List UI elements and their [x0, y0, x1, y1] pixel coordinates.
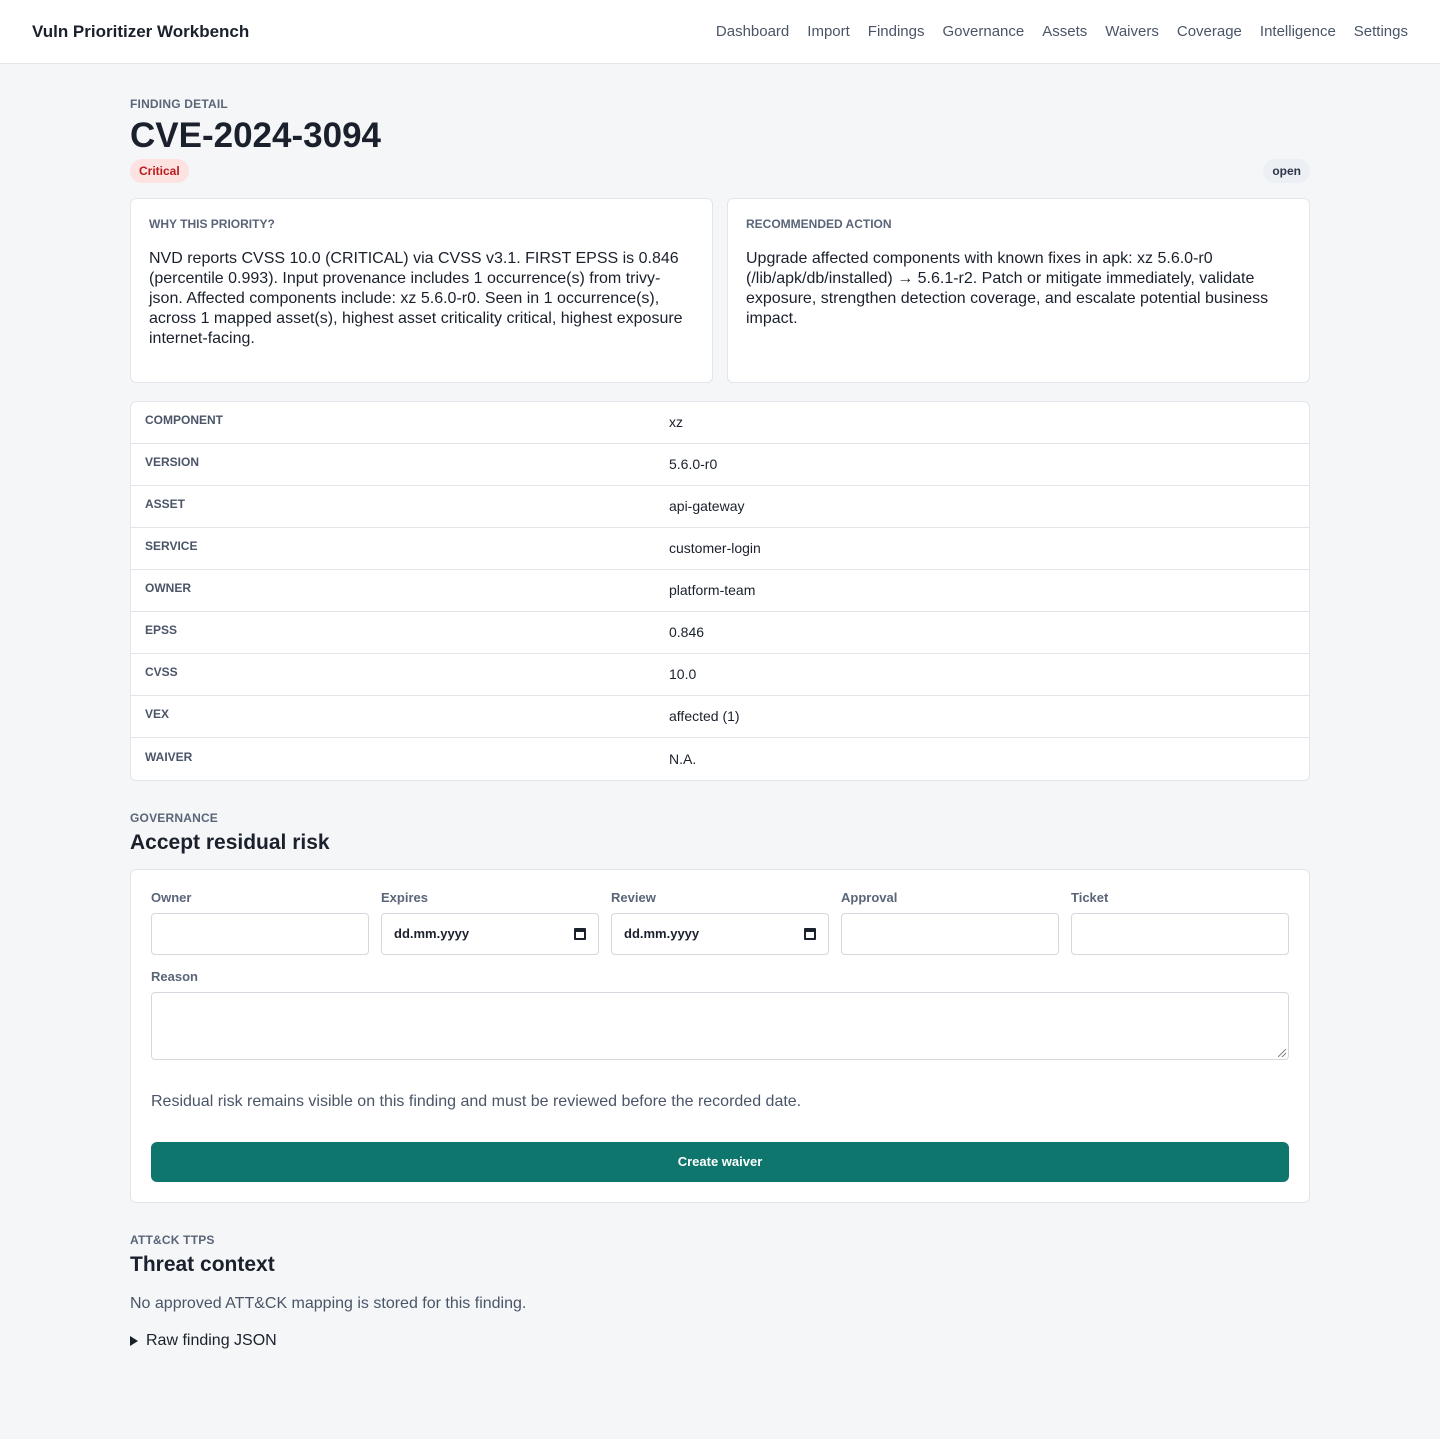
- reason-label: Reason: [151, 968, 198, 984]
- recommended-action-heading: RECOMMENDED ACTION: [746, 216, 892, 231]
- nav-settings[interactable]: Settings: [1353, 23, 1408, 40]
- table-row: [131, 738, 1309, 780]
- threat-eyebrow: ATT&CK TTPS: [130, 1232, 215, 1247]
- why-priority-heading: WHY THIS PRIORITY?: [149, 216, 275, 231]
- approval-field-group: [841, 890, 1059, 955]
- summary-cards: [130, 198, 1310, 383]
- app-title: Vuln Prioritizer Workbench: [32, 21, 250, 41]
- waiver-fields-row: [151, 890, 1289, 955]
- table-row: [131, 570, 1309, 612]
- detail-key: EPSS: [145, 623, 178, 637]
- detail-value: platform-team: [669, 582, 756, 598]
- detail-value: 0.846: [669, 624, 705, 640]
- reason-textarea[interactable]: [151, 992, 1289, 1060]
- detail-key: OWNER: [145, 581, 191, 595]
- detail-value: 5.6.0-r0: [669, 456, 718, 472]
- detail-value: affected (1): [669, 708, 740, 724]
- why-priority-text: NVD reports CVSS 10.0 (CRITICAL) via CVSS v3.1. FIRST EPSS is 0.846 (percentile 0.993). Input provenance includes 1 occurrence(s) from trivy-json. Affected components include: xz 5.6.0-r0. Seen in 1 occurrence(s), across 1 mapped asset(s), highest asset criticality critical, highest exposure internet-facing.: [149, 249, 683, 347]
- finding-eyebrow: FINDING DETAIL: [130, 97, 228, 111]
- raw-json-toggle[interactable]: [130, 1332, 1310, 1350]
- approval-label: Approval: [841, 889, 898, 905]
- status-badge: open: [1263, 159, 1310, 183]
- table-row: [131, 654, 1309, 696]
- calendar-icon[interactable]: [804, 928, 816, 940]
- owner-label: Owner: [151, 889, 192, 905]
- nav-governance[interactable]: Governance: [942, 23, 1025, 40]
- badge-row: [130, 158, 1310, 184]
- detail-value: N.A.: [669, 750, 697, 767]
- detail-key: COMPONENT: [145, 413, 223, 427]
- raw-json-label: Raw finding JSON: [146, 1331, 277, 1349]
- waiver-form: [130, 869, 1310, 1203]
- table-row: [131, 402, 1309, 444]
- expires-date-input[interactable]: [381, 913, 599, 955]
- governance-title: Accept residual risk: [130, 830, 330, 854]
- detail-value: xz: [669, 414, 683, 430]
- detail-key: WAIVER: [145, 749, 193, 764]
- nav-assets[interactable]: Assets: [1042, 23, 1088, 40]
- nav-import[interactable]: Import: [807, 23, 850, 40]
- nav-dashboard[interactable]: Dashboard: [715, 23, 790, 40]
- approval-input[interactable]: [841, 913, 1059, 955]
- recommended-action-text: Upgrade affected components with known fixes in apk: xz 5.6.0-r0 (/lib/apk/db/installed) → 5.6.1-r2. Patch or mitigate immediately, validate exposure, strengthen detection coverage, and escalate potential business impact.: [746, 249, 1269, 327]
- threat-title: Threat context: [130, 1252, 275, 1276]
- calendar-icon[interactable]: [574, 928, 586, 940]
- expires-field-group: [381, 890, 599, 955]
- top-bar: [0, 0, 1440, 64]
- detail-key: SERVICE: [145, 539, 198, 553]
- governance-section: [130, 811, 1310, 1203]
- review-field-group: [611, 890, 829, 955]
- expires-date-value: dd.mm.yyyy: [394, 926, 470, 941]
- nav-intelligence[interactable]: Intelligence: [1259, 23, 1336, 40]
- owner-input[interactable]: [151, 913, 369, 955]
- owner-field-group: [151, 890, 369, 955]
- ticket-label: Ticket: [1071, 889, 1109, 905]
- detail-key: VERSION: [145, 455, 200, 469]
- ticket-field-group: [1071, 890, 1289, 955]
- table-row: [131, 696, 1309, 738]
- page-title: CVE-2024-3094: [130, 116, 381, 155]
- detail-key: ASSET: [145, 497, 186, 511]
- table-row: [131, 444, 1309, 486]
- detail-key: VEX: [145, 707, 170, 721]
- expires-label: Expires: [381, 889, 428, 905]
- nav-coverage[interactable]: Coverage: [1176, 23, 1242, 40]
- threat-context-section: [130, 1233, 1310, 1350]
- nav-waivers[interactable]: Waivers: [1105, 23, 1159, 40]
- threat-empty-message: No approved ATT&CK mapping is stored for this finding.: [130, 1294, 527, 1312]
- main-nav: [716, 23, 1408, 40]
- review-date-value: dd.mm.yyyy: [624, 926, 700, 941]
- reason-field-group: [151, 969, 1289, 1060]
- recommended-action-card: [727, 198, 1310, 383]
- detail-key: CVSS: [145, 665, 178, 679]
- finding-details-table: [130, 401, 1310, 781]
- create-waiver-button[interactable]: Create waiver: [151, 1142, 1289, 1182]
- residual-risk-hint: Residual risk remains visible on this finding and must be reviewed before the recorded date.: [151, 1092, 802, 1110]
- review-label: Review: [611, 889, 656, 905]
- why-priority-card: [130, 198, 713, 383]
- table-row: [131, 528, 1309, 570]
- table-row: [131, 486, 1309, 528]
- resize-handle[interactable]: [1278, 1049, 1286, 1057]
- detail-value: api-gateway: [669, 498, 745, 514]
- detail-value: 10.0: [669, 666, 697, 682]
- table-row: [131, 612, 1309, 654]
- governance-eyebrow: GOVERNANCE: [130, 810, 219, 825]
- nav-findings[interactable]: Findings: [867, 23, 925, 40]
- ticket-input[interactable]: [1071, 913, 1289, 955]
- review-date-input[interactable]: [611, 913, 829, 955]
- detail-value: customer-login: [669, 540, 761, 556]
- severity-badge: Critical: [130, 159, 189, 183]
- finding-detail-page: [130, 64, 1310, 1350]
- disclosure-triangle-icon: [130, 1336, 138, 1346]
